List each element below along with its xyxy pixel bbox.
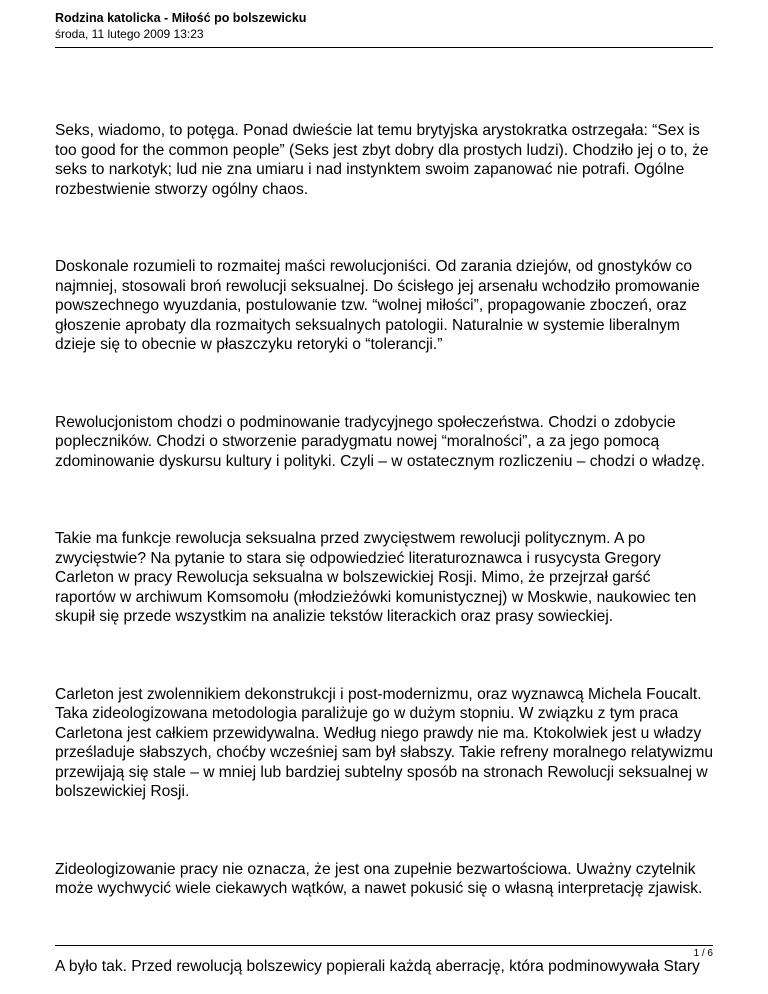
article-paragraph: Zideologizowanie pracy nie oznacza, że jest ona zupełnie bezwartościowa. Uważny czytelnik może wychwycić wiele ciekawych wątków, a nawet pokusić się o własną interpretację zjawisk.	[55, 860, 703, 897]
document-title: Rodzina katolicka - Miłość po bolszewicku	[55, 11, 307, 25]
footer-divider	[55, 945, 713, 946]
article-paragraph: Seks, wiadomo, to potęga. Ponad dwieście lat temu brytyjska arystokratka ostrzegała: “Sex is too good for the common people” (Seks jest zbyt dobry dla prostych ludzi). Chodziło jej o to, że seks to narkotyk; lud nie zna umiaru i nad instynktem swoim zapanować nie potrafi. Ogólne rozbestwienie stworzy ogólny chaos.	[55, 122, 709, 198]
article-body	[55, 121, 715, 976]
article-paragraph: A było tak. Przed rewolucją bolszewicy popierali każdą aberrację, która podminowywała Stary	[55, 957, 700, 975]
article-paragraph: Doskonale rozumieli to rozmaitej maści rewolucjoniści. Od zarania dziejów, od gnostyków co najmniej, stosowali broń rewolucji seksualnej. Do ścisłego jej arsenału wchodziło promowanie powszechnego wyuzdania, postulowanie tzw. “wolnej miłości”, propagowanie zboczeń, oraz głoszenie aprobaty dla rozmaitych seksualnych patologii. Naturalnie w systemie liberalnym dzieje się to obecnie w płaszczyku retoryki o “tolerancji.”	[55, 258, 700, 353]
article-paragraph: Takie ma funkcje rewolucja seksualna przed zwycięstwem rewolucji politycznym. A po zwycięstwie? Na pytanie to stara się odpowiedzieć literaturoznawca i rusycysta Gregory Carleton w pracy Rewolucja seksualna w bolszewickiej Rosji. Mimo, że przejrzał garść raportów w archiwum Komsomołu (młodzieżówki komunistycznej) w Moskwie, naukowiec ten skupił się przede wszystkim na analizie tekstów literackich oraz prasy sowieckiej.	[55, 530, 697, 625]
page-number: 1 / 6	[693, 948, 713, 959]
document-date: środa, 11 lutego 2009 13:23	[55, 27, 204, 41]
article-paragraph: Rewolucjonistom chodzi o podminowanie tradycyjnego społeczeństwa. Chodzi o zdobycie popleczników. Chodzi o stworzenie paradygmatu nowej “moralności”, a za jego pomocą zdominowanie dyskursu kultury i polityki. Czyli – w ostatecznym rozliczeniu – chodzi o władzę.	[55, 413, 706, 470]
article-paragraph: Carleton jest zwolennikiem dekonstrukcji i post-modernizmu, oraz wyznawcą Michela Foucalt. Taka zideologizowana metodologia paraliżuje go w dużym stopniu. W związku z tym praca Carletona jest całkiem przewidywalna. Według niego prawdy nie ma. Ktokolwiek jest u władzy prześladuje słabszych, choćby wcześniej sam był słabszy. Takie refreny moralnego relatywizmu przewijają się stale – w mniej lub bardziej subtelny sposób na stronach Rewolucji seksualnej w bolszewickiej Rosji.	[55, 685, 714, 800]
header-divider	[55, 47, 713, 48]
document-header	[55, 11, 713, 41]
